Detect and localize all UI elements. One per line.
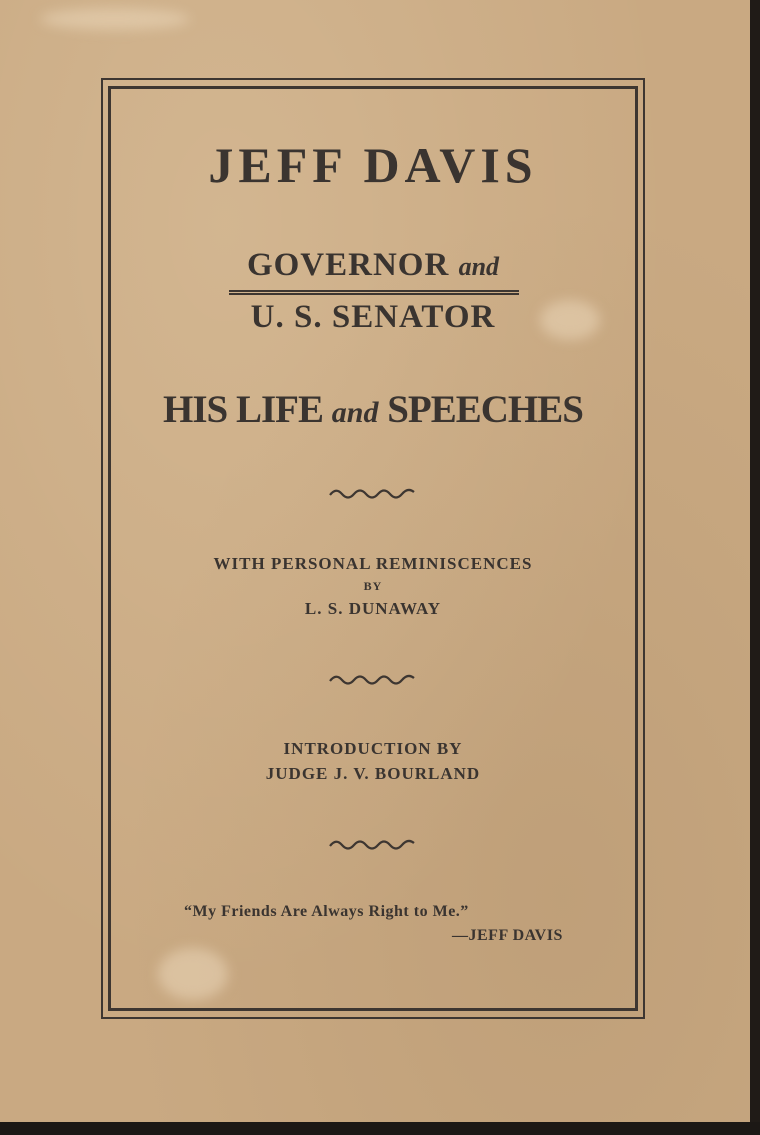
subtitle-conjunction: and — [331, 396, 379, 429]
office-governor — [108, 249, 638, 282]
book-bottom-edge — [0, 1122, 760, 1135]
double-rule-divider — [229, 290, 519, 295]
subtitle-part-2: SPEECHES — [387, 388, 583, 431]
epigraph-quote: “My Friends Are Always Right to Me.” — [184, 903, 469, 920]
wavy-ornament-icon — [328, 672, 416, 686]
subtitle-part-1: HIS LIFE — [163, 388, 324, 431]
wavy-ornament-icon — [328, 486, 416, 500]
wavy-ornament-icon — [328, 837, 416, 851]
book-title: JEFF DAVIS — [208, 137, 538, 193]
introduction-author: JUDGE J. V. BOURLAND — [265, 764, 481, 783]
introduction-line: INTRODUCTION BY — [283, 739, 463, 758]
office-governor-label: GOVERNOR — [246, 247, 450, 283]
book-subtitle — [108, 390, 638, 429]
book-edge-shadow — [750, 0, 760, 1135]
paper-stain — [40, 8, 190, 30]
reminiscences-line: WITH PERSONAL REMINISCENCES — [213, 554, 533, 573]
reminiscences-by: BY — [363, 579, 383, 593]
reminiscences-author: L. S. DUNAWAY — [304, 599, 442, 618]
office-conjunction: and — [458, 252, 500, 281]
epigraph-attribution: —JEFF DAVIS — [452, 927, 563, 944]
office-senator: U. S. SENATOR — [250, 299, 496, 335]
inner-border-frame — [108, 86, 638, 1011]
